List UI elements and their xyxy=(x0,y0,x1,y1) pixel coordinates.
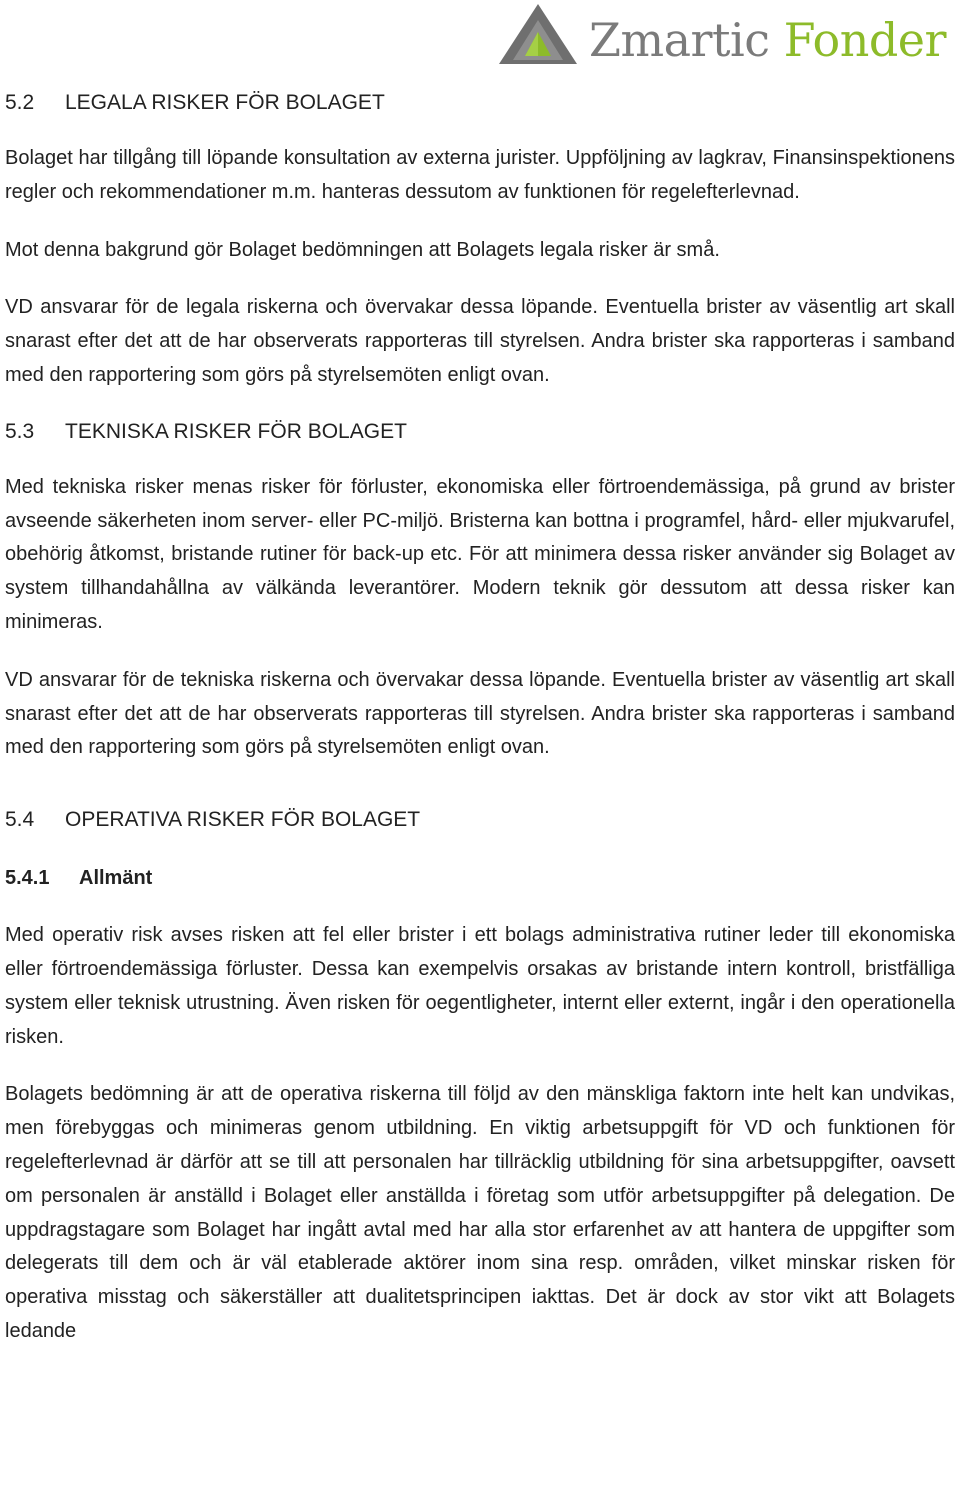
subsection-heading-5-4-1 xyxy=(5,861,955,895)
subsection-number: 5.4.1 xyxy=(5,867,50,890)
logo-fonder: Fonder xyxy=(783,13,946,67)
paragraph: VD ansvarar för de tekniska riskerna och övervakar dessa löpande. Eventuella brister av väsentlig art skall snarast efter det att de har observerats rapporteras till styrelsen. Andra brister ska rapporteras i samband med den rapportering som görs på styrelsemöten enligt ovan. xyxy=(5,668,955,759)
section-heading-5-3 xyxy=(5,415,955,449)
paragraph: Med operativ risk avses risken att fel eller brister i ett bolags administrativa rutiner leder till ekonomiska eller förtroendemässiga förluster. Dessa kan exempelvis orsakas av bristande intern kontroll, bristfälliga system eller teknisk utrustning. Även risken för oegentligheter, internt eller externt, ingår i den operationella risken. xyxy=(5,924,955,1048)
paragraph: Med tekniska risker menas risker för förluster, ekonomiska eller förtroendemässiga, på grund av brister avseende säkerheten inom server- eller PC-miljö. Bristerna kan bottna i programfel, hård- eller mjukvarufel, obehörig åtkomst, bristande rutiner för back-up etc. För att minimera dessa risker använder sig Bolaget av system tillhandahållna av välkända leverantörer. Modern teknik gör dessutom att dessa risker kan minimeras. xyxy=(5,475,955,633)
paragraph: Bolaget har tillgång till löpande konsultation av externa jurister. Uppföljning av lagkrav, Finansinspektionens regler och rekommendationer m.m. hanteras dessutom av funktionen för regelefterlevnad. xyxy=(5,147,955,203)
section-number: 5.3 xyxy=(5,419,35,443)
subsection-title: Allmänt xyxy=(79,867,153,890)
document-body xyxy=(5,86,955,1349)
section-heading-5-4 xyxy=(5,803,955,837)
section-title: OPERATIVA RISKER FÖR BOLAGET xyxy=(65,808,421,832)
section-title: LEGALA RISKER FÖR BOLAGET xyxy=(65,91,385,114)
section-title: TEKNISKA RISKER FÖR BOLAGET xyxy=(65,419,407,443)
logo-triangle-icon xyxy=(497,2,579,68)
section-heading-5-2 xyxy=(5,86,955,120)
logo-wordmark xyxy=(589,12,946,68)
section-number: 5.4 xyxy=(5,808,35,832)
company-logo xyxy=(497,2,952,70)
paragraph: VD ansvarar för de legala riskerna och övervakar dessa löpande. Eventuella brister av väsentlig art skall snarast efter det att de har observerats rapporteras till styrelsen. Andra brister ska rapporteras i samband med den rapportering som görs på styrelsemöten enligt ovan. xyxy=(5,296,955,386)
section-number: 5.2 xyxy=(5,91,35,114)
paragraph: Mot denna bakgrund gör Bolaget bedömningen att Bolagets legala risker är små. xyxy=(5,238,720,261)
paragraph: Bolagets bedömning är att de operativa riskerna till följd av den mänskliga faktorn inte helt kan undvikas, men förebyggas och minimeras genom utbildning. En viktig arbetsuppgift för VD och funktionen för regelefterlevnad är därför att se till att personalen har tillräcklig utbildning för sina arbetsuppgifter, oavsett om personalen är anställd i Bolaget eller anställda i företag som utför arbetsuppgifter på delegation. De uppdragstagare som Bolaget har ingått avtal med har alla stor erfarenhet av att hantera de uppgifter som delegerats till dem och är väl etablerade aktörer inom sina resp. områden, vilket minskar risken för operativa misstag och säkerställer att dualitetsprincipen iakttas. Det är dock av stor vikt att Bolagets ledande xyxy=(5,1083,955,1342)
logo-name: Zmartic xyxy=(589,13,770,67)
